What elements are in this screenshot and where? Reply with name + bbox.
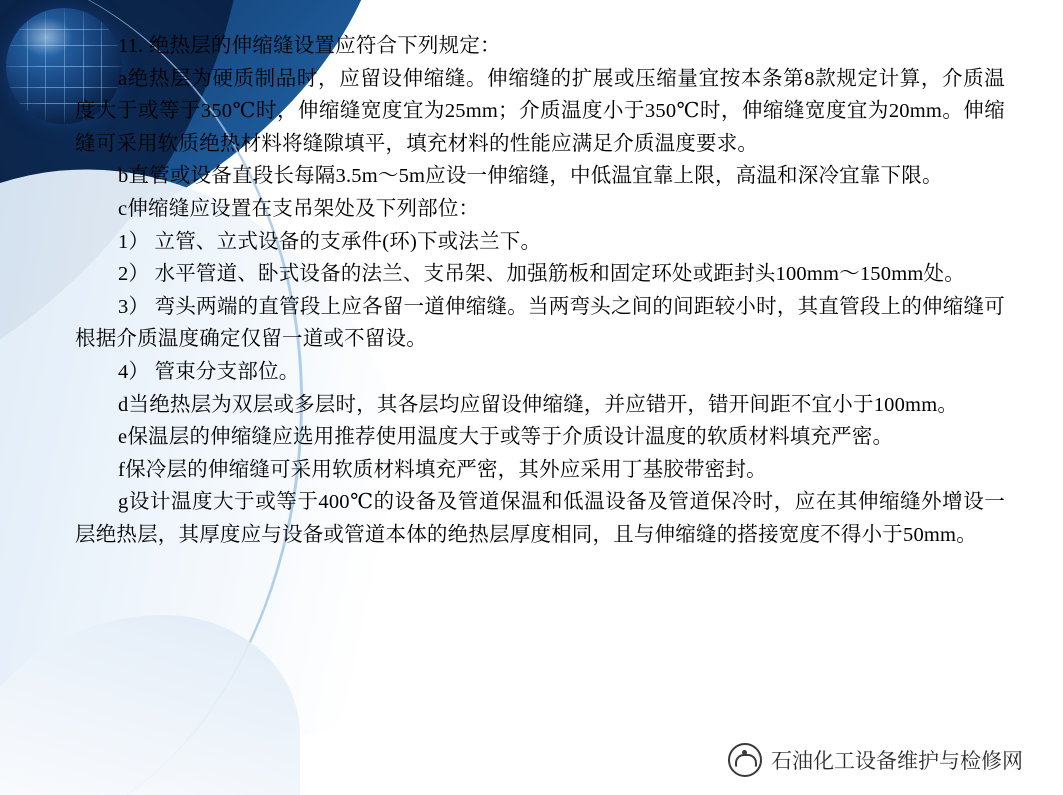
paragraph: e保温层的伸缩缝应选用推荐使用温度大于或等于介质设计温度的软质材料填充严密。 — [118, 426, 894, 449]
paragraph: 1） 立管、立式设备的支承件(环)下或法兰下。 — [118, 230, 542, 253]
paragraph: c伸缩缝应设置在支吊架处及下列部位： — [118, 197, 480, 220]
watermark — [728, 743, 1023, 777]
paragraph: f保冷层的伸缩缝可采用软质材料填充严密，其外应采用丁基胶带密封。 — [118, 458, 767, 481]
paragraph: d当绝热层为双层或多层时，其各层均应留设伸缩缝，并应错开，错开间距不宜小于100mm。 — [118, 393, 959, 416]
paragraph: b直管或设备直段长每隔3.5m～5m应设一伸缩缝，中低温宜靠上限，高温和深冷宜靠下限。 — [118, 165, 943, 188]
wechat-official-account-icon — [728, 743, 762, 777]
paragraph: 3） 弯头两端的直管段上应各留一道伸缩缝。当两弯头之间的间距较小时，其直管段上的伸缩缝可根据介质温度确定仅留一道或不留设。 — [75, 295, 1005, 351]
paragraph: g设计温度大于或等于400℃的设备及管道保温和低温设备及管道保冷时，应在其伸缩缝外增设一层绝热层，其厚度应与设备或管道本体的绝热层厚度相同，且与伸缩缝的搭接宽度不得小于50mm。 — [75, 491, 1005, 546]
watermark-label: 石油化工设备维护与检修网 — [771, 749, 1023, 773]
paragraph: 4） 管束分支部位。 — [118, 360, 300, 383]
slide-body-text — [75, 30, 1005, 552]
paragraph: 11. 绝热层的伸缩缝设置应符合下列规定： — [118, 35, 501, 57]
paragraph: 2） 水平管道、卧式设备的法兰、支吊架、加强筋板和固定环处或距封头100mm～150mm处。 — [118, 263, 965, 286]
paragraph: a绝热层为硬质制品时，应留设伸缩缝。伸缩缝的扩展或压缩量宜按本条第8款规定计算，介质温度大于或等于350℃时，伸缩缝宽度宜为25mm；介质温度小于350℃时，伸缩缝宽度宜为20mm。伸缩缝可采用软质绝热材料将缝隙填平，填充材料的性能应满足介质温度要求。 — [75, 67, 1005, 155]
